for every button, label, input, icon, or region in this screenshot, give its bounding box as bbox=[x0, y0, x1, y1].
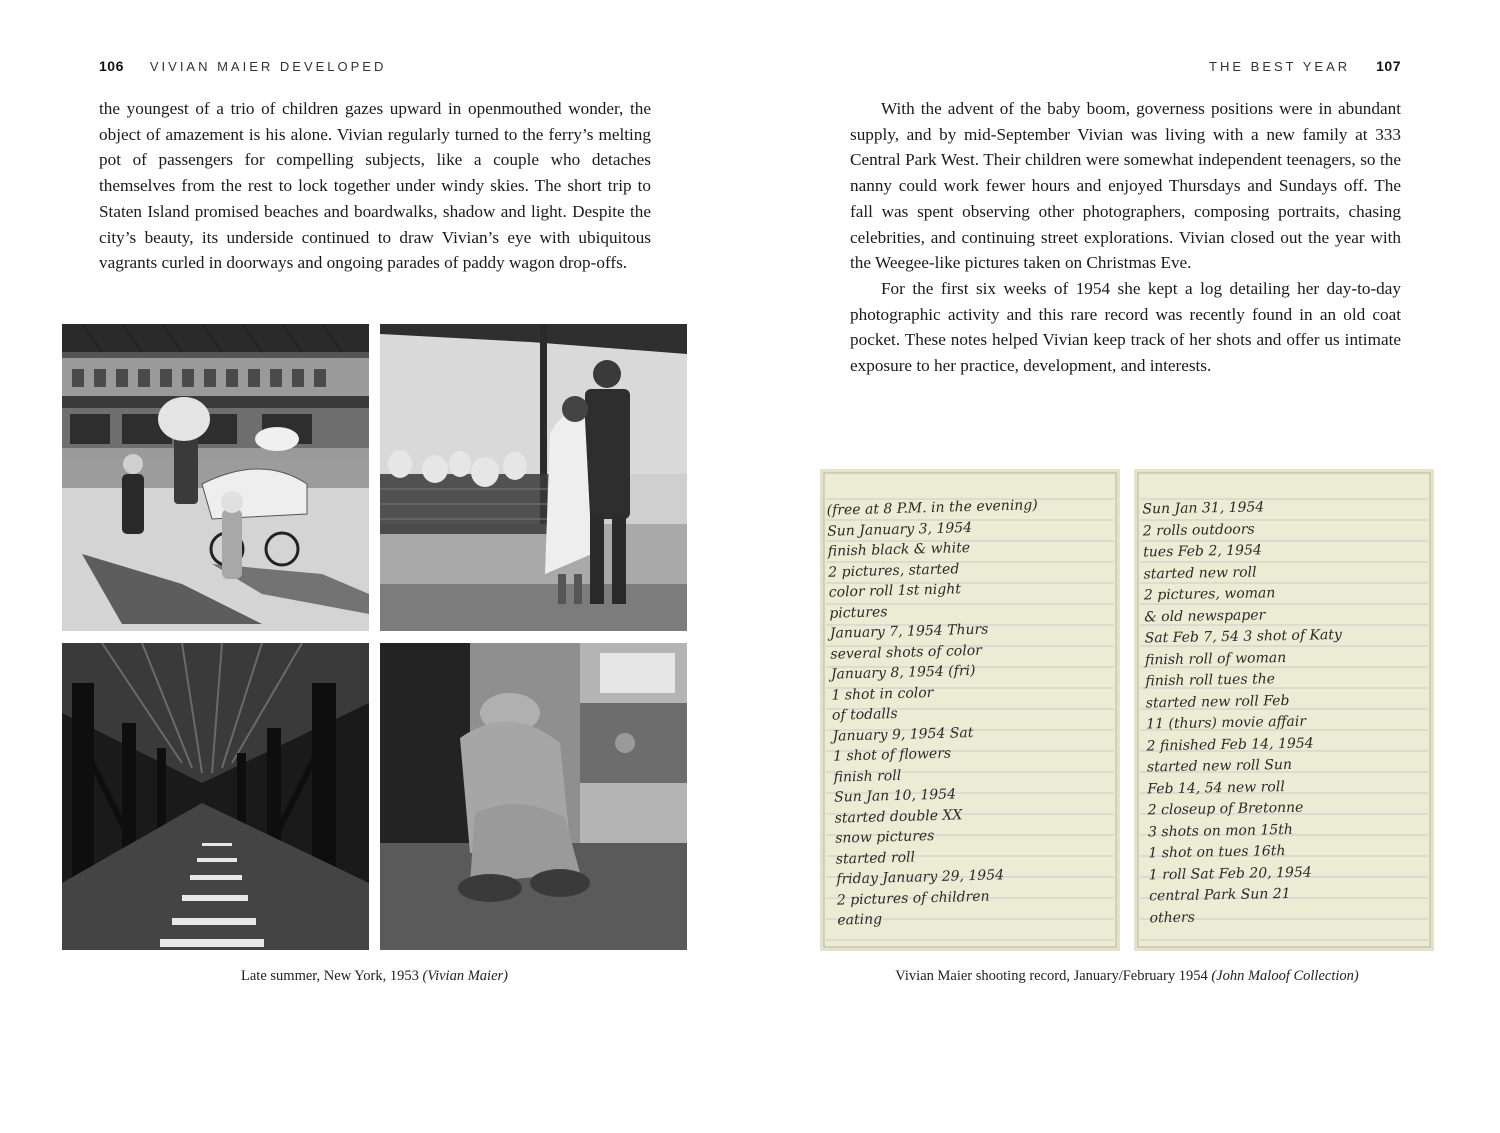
log-line: finish roll of woman bbox=[1144, 649, 1287, 668]
left-body-text bbox=[99, 96, 651, 276]
log-line: color roll 1st night bbox=[828, 581, 962, 601]
log-line: 2 finished Feb 14, 1954 bbox=[1146, 735, 1314, 754]
log-line: 2 pictures, started bbox=[828, 560, 960, 581]
log-line: 2 pictures of children bbox=[836, 888, 990, 909]
log-line: & old newspaper bbox=[1144, 606, 1266, 625]
log-line: 2 pictures, woman bbox=[1143, 585, 1276, 604]
log-line: 2 rolls outdoors bbox=[1142, 521, 1255, 539]
photo-under-boardwalk bbox=[62, 643, 369, 950]
log-line: January 7, 1954 Thurs bbox=[829, 621, 989, 642]
log-line: Sun Jan 10, 1954 bbox=[833, 786, 957, 806]
log-line: started new roll bbox=[1143, 563, 1257, 582]
log-line: eating bbox=[837, 911, 883, 929]
log-line: finish roll bbox=[833, 767, 902, 786]
log-line: Feb 14, 54 new roll bbox=[1147, 778, 1285, 797]
photo-street-children bbox=[62, 324, 369, 631]
photo-man-doorway bbox=[380, 643, 687, 950]
log-line: 1 roll Sat Feb 20, 1954 bbox=[1148, 864, 1312, 883]
log-line: January 8, 1954 (fri) bbox=[830, 662, 976, 683]
running-head-right bbox=[1209, 58, 1401, 74]
log-line: Sun January 3, 1954 bbox=[827, 519, 973, 540]
log-line: started roll bbox=[835, 849, 916, 868]
log-line: snow pictures bbox=[835, 828, 935, 847]
chapter-title: THE BEST YEAR bbox=[1209, 59, 1351, 74]
log-line: of todalls bbox=[831, 705, 898, 724]
page-number-right: 107 bbox=[1376, 58, 1401, 74]
page-number-left: 106 bbox=[99, 58, 124, 74]
log-line: January 9, 1954 Sat bbox=[832, 724, 974, 745]
right-paragraph-2: For the first six weeks of 1954 she kept a log detailing her day-to-day photographic activity and this rare record was recently found in an old coat pocket. These notes helped Vivian keep track of her shots and offer us intimate exposure to her practice, development, and interests. bbox=[850, 278, 1401, 376]
right-body-text bbox=[850, 96, 1401, 379]
log-line: finish black & white bbox=[827, 539, 971, 560]
log-line: 1 shot on tues 16th bbox=[1148, 843, 1286, 862]
log-line: 1 shot of flowers bbox=[832, 745, 952, 765]
right-caption bbox=[820, 968, 1434, 985]
log-line: Sun Jan 31, 1954 bbox=[1142, 499, 1265, 518]
log-line: Sat Feb 7, 54 3 shot of Katy bbox=[1144, 627, 1343, 647]
right-caption-credit: (John Maloof Collection) bbox=[1211, 968, 1359, 984]
log-line: friday January 29, 1954 bbox=[836, 867, 1005, 888]
log-line: finish roll tues the bbox=[1145, 671, 1276, 690]
log-line: central Park Sun 21 bbox=[1149, 885, 1291, 905]
log-line: started double XX bbox=[834, 806, 963, 827]
log-line: 11 (thurs) movie affair bbox=[1146, 713, 1307, 733]
handwritten-log-sheet-2 bbox=[1134, 469, 1434, 951]
log-line: 2 closeup of Bretonne bbox=[1147, 799, 1304, 819]
log-line: started new roll Feb bbox=[1145, 692, 1290, 711]
log-line: 1 shot in color bbox=[831, 684, 934, 704]
left-caption bbox=[62, 968, 687, 985]
log-line: (free at 8 P.M. in the evening) bbox=[826, 497, 1038, 519]
log-line: others bbox=[1149, 909, 1195, 926]
left-caption-text: Late summer, New York, 1953 bbox=[241, 968, 419, 984]
left-paragraph: the youngest of a trio of children gazes upward in openmouthed wonder, the object of amazement is his alone. Vivian regularly turned to the ferry’s melting pot of passengers for compelling subjects, like a couple who detaches themselves from the rest to lock together under windy skies. The short trip to Staten Island promised beaches and boardwalks, shadow and light. Despite the city’s beauty, its underside continued to draw Vivian’s eye with ubiquitous vagrants curled in doorways and ongoing parades of paddy wagon drop-offs. bbox=[99, 99, 651, 273]
photo-ferry-couple bbox=[380, 324, 687, 631]
log-line: pictures bbox=[829, 603, 888, 622]
log-line: tues Feb 2, 1954 bbox=[1143, 542, 1262, 561]
right-page bbox=[750, 0, 1500, 1133]
right-caption-text: Vivian Maier shooting record, January/February 1954 bbox=[895, 968, 1208, 984]
log-line: 3 shots on mon 15th bbox=[1147, 821, 1293, 840]
running-head-left bbox=[99, 58, 386, 74]
book-title: VIVIAN MAIER DEVELOPED bbox=[149, 59, 387, 74]
right-paragraph-1: With the advent of the baby boom, governess positions were in abundant supply, and by mid-September Vivian was living with a new family at 333 Central Park West. Their children were somewhat independent teenagers, so the nanny could work fewer hours and enjoyed Thursdays and Sundays off. The fall was spent observing other photographers, composing portraits, chasing celebrities, and continuing street explorations. Vivian closed out the year with the Weegee-like pictures taken on Christmas Eve. bbox=[850, 99, 1401, 273]
log-line: several shots of color bbox=[830, 642, 983, 663]
left-caption-credit: (Vivian Maier) bbox=[422, 968, 508, 984]
handwritten-log-sheet-1 bbox=[820, 469, 1120, 951]
log-line: started new roll Sun bbox=[1146, 756, 1293, 776]
